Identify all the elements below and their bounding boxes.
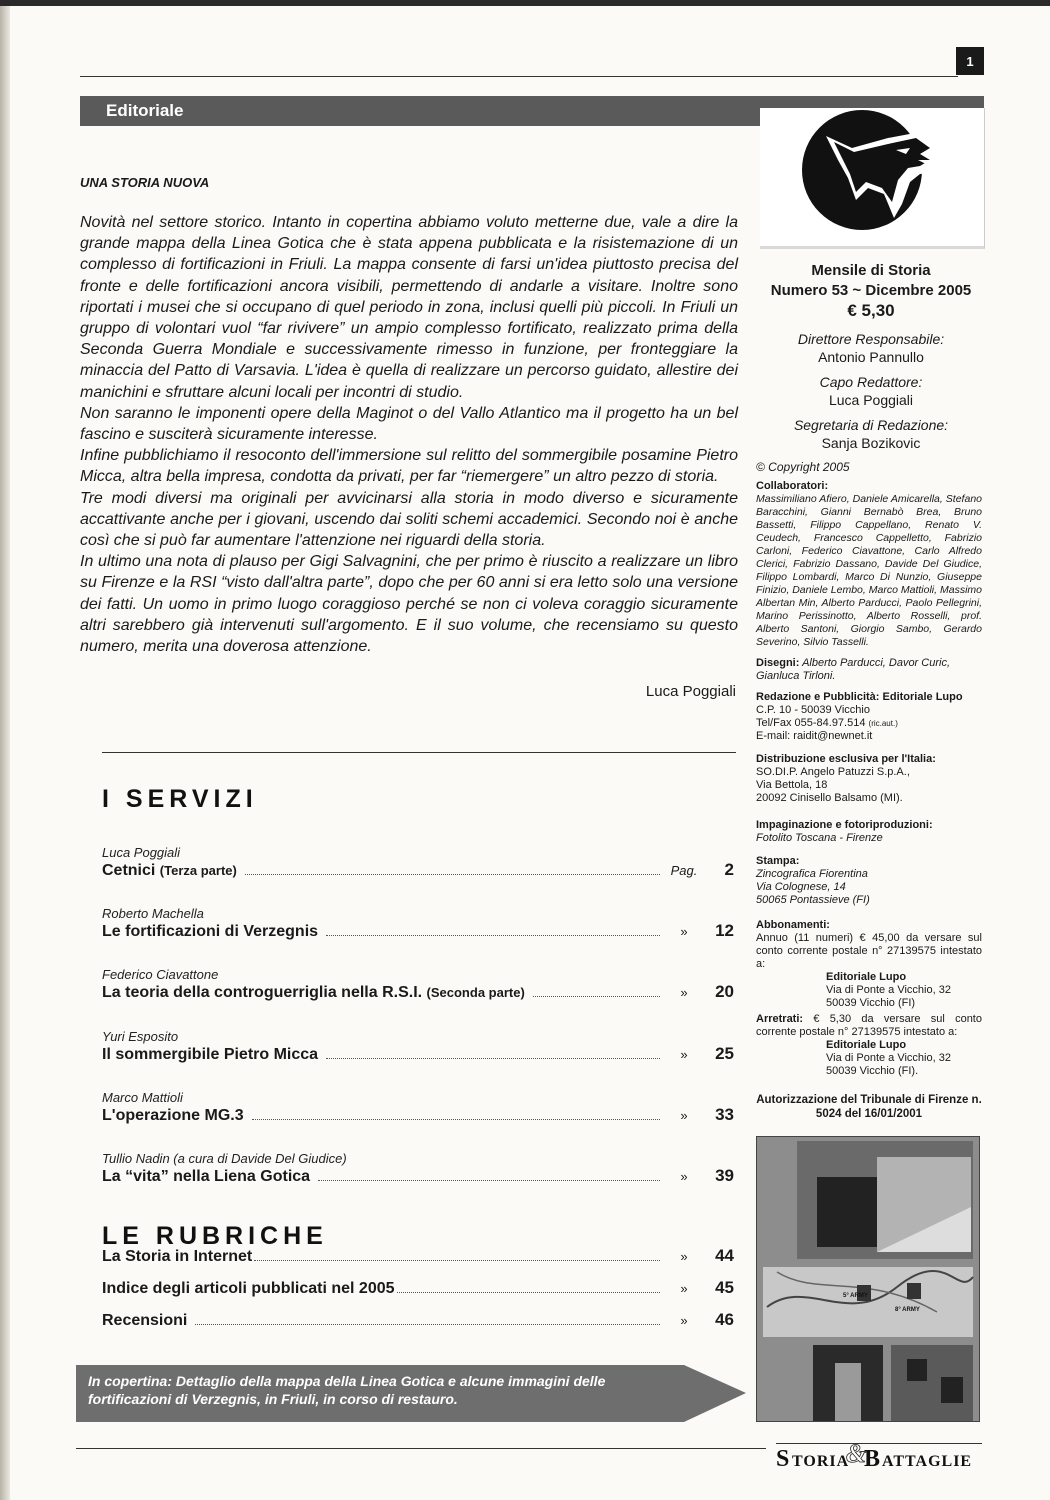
svg-text:&: & bbox=[846, 1444, 868, 1468]
distribution-line: SO.DI.P. Angelo Patuzzi S.p.A., bbox=[756, 766, 910, 778]
leader-dots bbox=[326, 1057, 660, 1059]
toc-page: 39 bbox=[715, 1166, 734, 1185]
toc-mark: Pag. bbox=[670, 863, 698, 878]
editorial-paragraph: Non saranno le imponenti opere della Maginot o del Vallo Atlantico ma il progetto ha un bel fascino e susciterà sicuramente interesse. bbox=[80, 404, 738, 444]
toc-entry[interactable] bbox=[102, 1029, 734, 1064]
redazione-block bbox=[756, 691, 982, 743]
email[interactable]: E-mail: raidit@newnet.it bbox=[756, 730, 873, 742]
toc-mark: » bbox=[680, 1169, 688, 1184]
print-line: Zincografica Fiorentina bbox=[756, 868, 868, 880]
editor-role: Capo Redattore: bbox=[819, 374, 923, 390]
print-line: 50065 Pontassieve (FI) bbox=[756, 894, 870, 906]
svg-text:S: S bbox=[776, 1446, 791, 1470]
toc-entry[interactable] bbox=[102, 1246, 734, 1266]
servizi-heading: I SERVIZI bbox=[102, 785, 258, 813]
toc-author: Luca Poggiali bbox=[102, 845, 181, 860]
back-issues-text: € 5,30 da versare sul conto corrente postale n° 27139575 intestato a: bbox=[756, 1013, 982, 1038]
toc-title: Recensioni bbox=[102, 1312, 188, 1329]
leader-dots bbox=[533, 995, 660, 997]
phone: Tel/Fax 055-84.97.514 bbox=[756, 717, 866, 729]
toc-mark: » bbox=[680, 924, 688, 939]
leader-dots bbox=[252, 1118, 660, 1120]
editorial-body bbox=[80, 212, 738, 657]
map-label: 8° ARMY bbox=[895, 1307, 920, 1313]
section-label: Editoriale bbox=[106, 101, 184, 120]
toc-entry[interactable] bbox=[102, 967, 734, 1002]
cover-photo bbox=[756, 1136, 980, 1422]
redazione-label: Redazione e Pubblicità: Editoriale Lupo bbox=[756, 691, 963, 703]
distribution-label: Distribuzione esclusiva per l'Italia: bbox=[756, 753, 936, 765]
magazine-name: Mensile di Storia bbox=[811, 262, 931, 279]
leader-dots bbox=[254, 1259, 660, 1261]
toc-page: 20 bbox=[715, 982, 734, 1001]
price: € 5,30 bbox=[847, 301, 895, 320]
redazione-address: C.P. 10 - 50039 Vicchio bbox=[756, 704, 870, 716]
map-label: 5° ARMY bbox=[843, 1293, 868, 1299]
toc-mark: » bbox=[680, 1047, 688, 1062]
toc-mark: » bbox=[680, 1281, 688, 1296]
toc-page: 2 bbox=[724, 860, 734, 879]
toc-entry[interactable] bbox=[102, 1090, 734, 1125]
phone-note: (ric.aut.) bbox=[868, 719, 898, 728]
subscriptions-recipient: Editoriale Lupo Via di Ponte a Vicchio, 32 50039 Vicchio (FI) bbox=[826, 971, 951, 1009]
middle-rule bbox=[102, 752, 736, 753]
editorial-paragraph: Infine pubblichiamo il resoconto dell'immersione sul relitto del sommergibile posamine Pietro Micca, altra bella impresa, condotta da privati, per far “riemergere” un altro pezzo di storia. bbox=[80, 447, 738, 486]
svg-text:TORIA: TORIA bbox=[792, 1453, 850, 1470]
toc-page: 12 bbox=[715, 921, 734, 940]
print-label: Stampa: bbox=[756, 855, 800, 867]
leader-dots bbox=[318, 1179, 660, 1181]
toc-entry[interactable] bbox=[102, 906, 734, 941]
toc-page: 33 bbox=[715, 1105, 734, 1124]
editorial-paragraph: Novità nel settore storico. Intanto in copertina abbiamo voluto metterne due, vale a dire la grande mappa della Linea Gotica che è stata appena pubblicata e la risistemazione di un complesso di fortificazioni in Friuli. La mappa consente di farsi un'idea piuttosto precisa del fronte e delle fortificazioni ancora visibili, permettendo di andarle a visitare. Inoltre sono riportati i musei che si occupano di quel periodo in zona, inclusi quelli più piccoli. In Friuli un gruppo di volontari vuol “far rivivere” un ampio complesso fortificato, realizzato prima della Seconda Guerra Mondiale e successivamente rimesso in funzione, per fronteggiare la minaccia del Patto di Varsavia. L'idea è quella di realizzare un percorso guidato, allestire dei manichini e sfruttare alcuni locali per incontri di studio. bbox=[80, 214, 738, 401]
editorial-paragraph: Tre modi diversi ma originali per avvicinarsi alla storia in modo diverso e sicuramente accattivante anche per i giovani, uscendo dai soliti schemi accademici. Secondo noi è anche così che si può far aumentare l'attenzione nei riguardi della storia. bbox=[80, 489, 738, 550]
director-name: Antonio Pannullo bbox=[818, 349, 924, 365]
subscriptions-label: Abbonamenti: bbox=[756, 919, 830, 931]
distribution-block bbox=[756, 753, 982, 805]
toc-entry[interactable] bbox=[102, 1310, 734, 1330]
top-edge bbox=[0, 0, 1050, 6]
toc-mark: » bbox=[680, 985, 688, 1000]
secretary-role: Segretaria di Redazione: bbox=[793, 417, 949, 433]
subscriptions-block bbox=[756, 919, 982, 1010]
brand-logo bbox=[776, 1444, 982, 1476]
toc-title: La teoria della controguerriglia nella R.S.I. (Seconda parte) bbox=[102, 984, 525, 1001]
toc-title: Le fortificazioni di Verzegnis bbox=[102, 923, 319, 940]
print-block bbox=[756, 855, 982, 907]
collaborators-label: Collaboratori: bbox=[756, 480, 829, 492]
toc-entry[interactable] bbox=[102, 1151, 734, 1186]
editorial-paragraph: In ultimo una nota di plauso per Gigi Salvagnini, che per primo è riuscito a realizzare un libro su Firenze e la RSI “visto dall'altra parte”, dopo che per 60 anni si era letto solo una versione dei fatti. Un uomo in primo luogo coraggioso perché se non ci voleva coraggio sicuramente altri sarebbero già intervenuti sull'argomento. E il suo volume, che recensiamo su questo numero, merita una doverosa attenzione. bbox=[80, 553, 738, 656]
leader-dots bbox=[326, 934, 660, 936]
toc-title: Il sommergibile Pietro Micca bbox=[102, 1046, 319, 1063]
toc-mark: » bbox=[680, 1313, 688, 1328]
copyright: © Copyright 2005 bbox=[756, 460, 850, 474]
page-number: 1 bbox=[956, 47, 984, 75]
svg-text:ATTAGLIE: ATTAGLIE bbox=[882, 1453, 973, 1470]
logo-box bbox=[760, 108, 985, 249]
back-issues-recipient: Editoriale Lupo Via di Ponte a Vicchio, 32 50039 Vicchio (FI). bbox=[826, 1039, 951, 1077]
toc-title: La “vita” nella Liena Gotica bbox=[102, 1168, 311, 1185]
collaborators-block bbox=[756, 480, 982, 649]
staff-block bbox=[758, 330, 984, 452]
svg-text:B: B bbox=[864, 1446, 882, 1470]
layout-text: Fotolito Toscana - Firenze bbox=[756, 832, 883, 844]
toc-title: L'operazione MG.3 bbox=[102, 1107, 244, 1124]
magazine-info bbox=[758, 261, 984, 321]
toc-author: Yuri Esposito bbox=[102, 1029, 179, 1044]
back-issues-block bbox=[756, 1013, 982, 1078]
drawings-block bbox=[756, 657, 982, 683]
top-rule bbox=[80, 76, 958, 77]
toc-title: Cetnici (Terza parte) bbox=[102, 862, 237, 879]
editor-name: Luca Poggiali bbox=[828, 392, 914, 408]
distribution-line: 20092 Cinisello Balsamo (MI). bbox=[756, 792, 903, 804]
brand-wordmark bbox=[776, 1444, 982, 1470]
toc-mark: » bbox=[680, 1108, 688, 1123]
wolf-logo bbox=[760, 108, 984, 246]
toc-author: Marco Mattioli bbox=[102, 1090, 183, 1105]
cover-note: In copertina: Dettaglio della mappa della Linea Gotica e alcune immagini delle fortificazioni di Verzegnis, in Friuli, in corso di restauro. bbox=[88, 1373, 606, 1407]
toc-page: 46 bbox=[715, 1310, 734, 1329]
toc-mark: » bbox=[680, 1249, 688, 1264]
toc-entry[interactable] bbox=[102, 845, 734, 880]
toc-page: 25 bbox=[715, 1044, 734, 1063]
director-role: Direttore Responsabile: bbox=[797, 331, 945, 347]
issue-line: Numero 53 ~ Dicembre 2005 bbox=[770, 282, 972, 299]
leader-dots bbox=[195, 1323, 660, 1325]
distribution-line: Via Bettola, 18 bbox=[756, 779, 828, 791]
court-authorization: Autorizzazione del Tribunale di Firenze n. 5024 del 16/01/2001 bbox=[756, 1094, 982, 1120]
toc-title: Indice degli articoli pubblicati nel 2005 bbox=[102, 1280, 395, 1297]
toc-entry[interactable] bbox=[102, 1278, 734, 1298]
print-line: Via Colognese, 14 bbox=[756, 881, 846, 893]
editorial-subtitle: UNA STORIA NUOVA bbox=[80, 175, 210, 190]
toc-author: Tullio Nadin (a cura di Davide Del Giudice) bbox=[102, 1151, 347, 1166]
leader-dots bbox=[397, 1291, 660, 1293]
editorial-signature: Luca Poggiali bbox=[645, 683, 736, 700]
toc-page: 44 bbox=[715, 1246, 734, 1265]
collaborators-list: Massimiliano Afiero, Daniele Amicarella, Stefano Baracchini, Gianni Bernabò Brea, Bruno Bassetti, Filippo Cappellano, Renato V. Ceudech, Francesco Cappelletto, Fabrizio Carloni, Federico Ciavattone, Carlo Alfredo Clerici, Fabrizio Dassano, Davide Del Giudice, Filippo Lombardi, Marco Di Nunzio, Giuseppe Finizio, Daniele Lembo, Marco Mattioli, Massimo Albertan Min, Alberto Parducci, Paolo Pellegrini, Marino Perissinotto, Alberto Rosselli, prof. Alberto Santoni, Giorgio Sambo, Gerardo Severino, Silvio Tasselli. bbox=[756, 493, 982, 648]
toc-author: Federico Ciavattone bbox=[102, 967, 219, 982]
subscriptions-text: Annuo (11 numeri) € 45,00 da versare sul conto corrente postale n° 27139575 intestato a: bbox=[756, 932, 982, 970]
drawings-label: Disegni: bbox=[756, 657, 800, 669]
toc-author: Roberto Machella bbox=[102, 906, 204, 921]
drawings-names: Alberto Parducci, Davor Curic, Gianluca Tirloni. bbox=[756, 657, 951, 682]
secretary-name: Sanja Bozikovic bbox=[821, 435, 921, 451]
layout-label: Impaginazione e fotoriproduzioni: bbox=[756, 819, 933, 831]
back-issues-label: Arretrati: bbox=[756, 1013, 804, 1025]
rubriche-heading: LE RUBRICHE bbox=[102, 1222, 328, 1250]
bottom-rule bbox=[76, 1448, 766, 1449]
photo-collage bbox=[757, 1137, 979, 1421]
leader-dots bbox=[245, 873, 660, 875]
toc-title: La Storia in Internet bbox=[102, 1248, 253, 1265]
layout-block bbox=[756, 819, 982, 845]
page-fold-shadow bbox=[0, 0, 10, 1500]
toc-page: 45 bbox=[715, 1278, 734, 1297]
